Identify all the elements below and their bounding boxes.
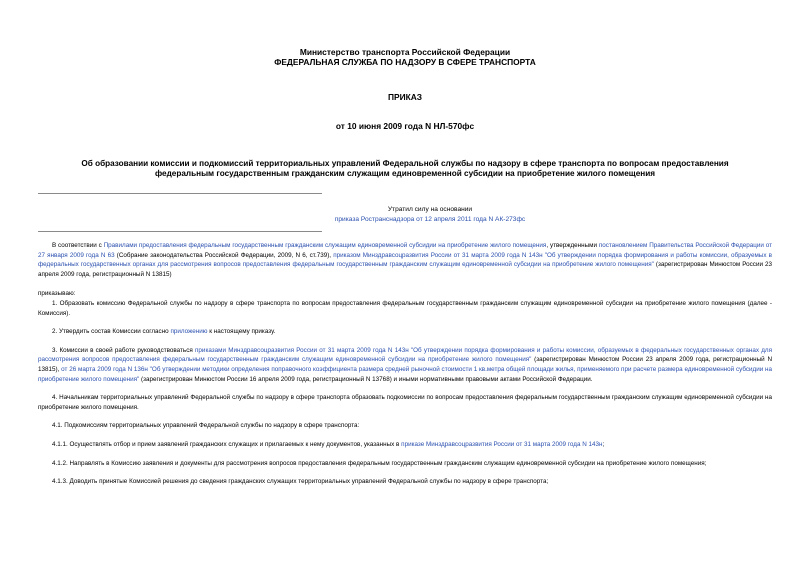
preamble-text: , утвержденными <box>546 242 599 249</box>
divider-top <box>38 193 322 194</box>
item-4-1-1 <box>38 440 772 450</box>
preamble-text: В соответствии с <box>52 242 104 249</box>
doc-title-line-1: Об образовании комиссии и подкомиссий территориальных управлений Федеральной службы по надзору в сфере транспорта по вопросам предоставления <box>81 159 729 168</box>
ministry-order-link[interactable]: приказом Минздравсоцразвития России от 31 марта 2009 года N 143н "Об утверждении порядка формирования и работы комиссии, образуемых в федеральных государственных органах для рассмотрения вопросов предоставления федеральным государственным гражданским служащим единовременной субсидии на приобретение жилого помещения" <box>38 251 772 269</box>
order-143n-ref-link[interactable]: приказе Минздравсоцразвития России от 31 марта 2009 года N 143н <box>401 440 603 448</box>
item-2-text: к настоящему приказу. <box>207 328 276 336</box>
doc-title-line-2: федеральным государственным гражданским служащим единовременной субсидии на приобретение жилого помещения <box>154 169 656 178</box>
body-text <box>38 241 772 487</box>
rules-link[interactable]: Правилами предоставления федеральным государственным гражданским служащим единовременной субсидии на приобретение жилого помещения <box>103 242 547 249</box>
item-3 <box>38 346 772 384</box>
item-4-1-2: 4.1.2. Направлять в Комиссию заявления и документы для рассмотрения вопросов предоставления федеральным государственным гражданским служащим единовременной субсидии на приобретение жилого помещения; <box>52 459 707 467</box>
item-4: 4. Начальникам территориальных управлений Федеральной службы по надзору в сфере транспорта образовать подкомиссии по вопросам предоставления федеральным государственным гражданским служащим единовременной субсидии на приобретение жилого помещения. <box>38 394 772 411</box>
doc-title <box>38 159 772 179</box>
doc-date-number: от 10 июня 2009 года N НЛ-570фс <box>335 121 475 131</box>
preamble-text: (зарегистрирован Минюстом России 23 апреля 2009 года, регистрационный N 13815) <box>38 261 772 278</box>
order-word: приказываю: <box>38 290 76 298</box>
header-block <box>38 47 772 67</box>
item-3-text: (зарегистрирован Минюстом России 23 апреля 2009 года, регистрационный N 13815), <box>38 356 772 373</box>
status-label: Утратил силу на основании <box>387 206 473 213</box>
appendix-link[interactable]: приложению <box>170 328 208 336</box>
preamble-paragraph <box>38 241 772 279</box>
status-note <box>230 205 630 225</box>
item-4-1: 4.1. Подкомиссиям территориальных управлений Федеральной службы по надзору в сфере транспорта: <box>52 422 360 430</box>
divider-bottom <box>38 231 322 232</box>
order-143n-link[interactable]: приказами Минздравсоцразвития России от 31 марта 2009 года N 143н "Об утверждении порядка формирования и работы комиссии, образуемых в федеральных государственных органах для рассмотрения вопросов предоставления федеральным государственным гражданским служащим единовременной субсидии на приобретение жилого помещения" <box>38 346 772 364</box>
item-1: 1. Образовать комиссию Федеральной службы по надзору в сфере транспорта по вопросам предоставления федеральным государственным гражданским служащим единовременной субсидии на приобретение жилого помещения (далее - Комиссия). <box>38 299 772 317</box>
item-3-text: (зарегистрирован Минюстом России 16 апреля 2009 года, регистрационный N 13768) и иными нормативными правовыми актами Российской Федерации. <box>139 375 593 383</box>
order-136n-link[interactable]: от 26 марта 2009 года N 136н "Об утверждении методики определения поправочного коэффициента размера средней рыночной стоимости 1 кв.метра общей площади жилья, применяемого при расчете размера единовременной субсидии на приобретение жилого помещения" <box>38 365 773 383</box>
repeal-order-link[interactable]: приказа Ространснадзора от 12 апреля 2011 года N АК-273фс <box>334 216 526 223</box>
service-name: ФЕДЕРАЛЬНАЯ СЛУЖБА ПО НАДЗОРУ В СФЕРЕ ТРАНСПОРТА <box>274 57 536 67</box>
item-2 <box>38 327 772 337</box>
item-4-1-3: 4.1.3. Доводить принятые Комиссией решения до сведения гражданских служащих территориальных управлений Федеральной службы по надзору в сфере транспорта; <box>52 478 549 486</box>
item-3-text: 3. Комиссии в своей работе руководствоваться <box>52 346 196 354</box>
doc-type: ПРИКАЗ <box>387 92 423 102</box>
preamble-text: (Собрание законодательства Российской Федерации, 2009, N 6, ст.739), <box>114 251 334 259</box>
government-decree-link[interactable]: постановлением Правительства Российской Федерации от 27 января 2009 года N 63 <box>38 242 773 259</box>
item-4-1-1-text: ; <box>602 440 605 448</box>
item-2-text: 2. Утвердить состав Комиссии согласно <box>52 328 171 336</box>
ministry-name: Министерство транспорта Российской Федерации <box>299 47 511 57</box>
item-4-1-1-text: 4.1.1. Осуществлять отбор и прием заявлений гражданских служащих и прилагаемых к нему документов, указанных в <box>52 440 402 448</box>
